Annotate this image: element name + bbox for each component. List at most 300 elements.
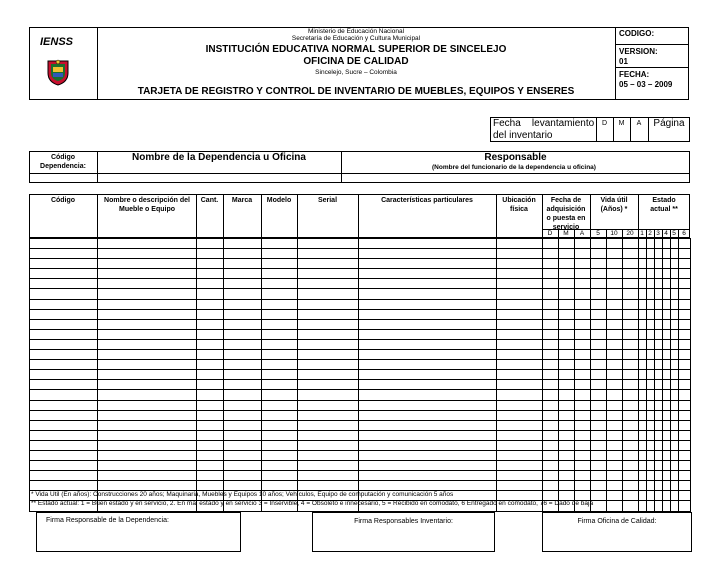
table-cell[interactable] <box>359 299 497 309</box>
table-cell[interactable] <box>639 269 647 279</box>
table-cell[interactable] <box>224 350 262 360</box>
table-cell[interactable] <box>497 339 543 349</box>
table-cell[interactable] <box>671 279 679 289</box>
table-cell[interactable] <box>298 239 359 249</box>
table-cell[interactable] <box>591 481 607 491</box>
table-cell[interactable] <box>647 400 655 410</box>
table-cell[interactable] <box>359 370 497 380</box>
table-cell[interactable] <box>197 440 224 450</box>
table-cell[interactable] <box>197 309 224 319</box>
table-cell[interactable] <box>224 249 262 259</box>
table-cell[interactable] <box>298 410 359 420</box>
table-cell[interactable] <box>591 350 607 360</box>
table-cell[interactable] <box>655 239 663 249</box>
table-cell[interactable] <box>575 420 591 430</box>
table-cell[interactable] <box>30 390 98 400</box>
table-cell[interactable] <box>559 390 575 400</box>
table-cell[interactable] <box>298 420 359 430</box>
table-cell[interactable] <box>663 269 671 279</box>
table-cell[interactable] <box>359 420 497 430</box>
dependency-name-field[interactable] <box>98 174 340 182</box>
table-cell[interactable] <box>224 319 262 329</box>
table-cell[interactable] <box>30 360 98 370</box>
table-cell[interactable] <box>607 430 623 440</box>
table-cell[interactable] <box>559 279 575 289</box>
table-cell[interactable] <box>497 269 543 279</box>
table-cell[interactable] <box>30 279 98 289</box>
table-cell[interactable] <box>639 259 647 269</box>
table-cell[interactable] <box>497 420 543 430</box>
table-cell[interactable] <box>607 259 623 269</box>
table-cell[interactable] <box>575 309 591 319</box>
table-cell[interactable] <box>591 440 607 450</box>
table-cell[interactable] <box>30 239 98 249</box>
table-cell[interactable] <box>679 259 691 269</box>
table-cell[interactable] <box>663 309 671 319</box>
table-cell[interactable] <box>575 329 591 339</box>
table-cell[interactable] <box>543 350 559 360</box>
table-cell[interactable] <box>359 390 497 400</box>
table-cell[interactable] <box>224 471 262 481</box>
table-cell[interactable] <box>575 299 591 309</box>
table-cell[interactable] <box>30 440 98 450</box>
table-cell[interactable] <box>623 440 639 450</box>
table-cell[interactable] <box>623 430 639 440</box>
table-cell[interactable] <box>639 319 647 329</box>
table-cell[interactable] <box>197 279 224 289</box>
table-cell[interactable] <box>639 360 647 370</box>
table-cell[interactable] <box>679 309 691 319</box>
table-cell[interactable] <box>607 400 623 410</box>
table-cell[interactable] <box>30 259 98 269</box>
table-cell[interactable] <box>197 400 224 410</box>
table-cell[interactable] <box>298 461 359 471</box>
table-cell[interactable] <box>679 450 691 460</box>
table-cell[interactable] <box>30 461 98 471</box>
table-cell[interactable] <box>559 339 575 349</box>
table-cell[interactable] <box>497 430 543 440</box>
table-cell[interactable] <box>647 309 655 319</box>
dependency-code-field[interactable] <box>30 174 96 182</box>
table-cell[interactable] <box>298 289 359 299</box>
table-cell[interactable] <box>30 380 98 390</box>
table-cell[interactable] <box>679 279 691 289</box>
table-cell[interactable] <box>559 471 575 481</box>
table-cell[interactable] <box>607 319 623 329</box>
table-cell[interactable] <box>197 430 224 440</box>
table-cell[interactable] <box>543 299 559 309</box>
table-cell[interactable] <box>655 481 663 491</box>
table-cell[interactable] <box>30 450 98 460</box>
table-cell[interactable] <box>623 279 639 289</box>
table-cell[interactable] <box>543 481 559 491</box>
table-cell[interactable] <box>591 380 607 390</box>
table-cell[interactable] <box>497 279 543 289</box>
table-cell[interactable] <box>591 430 607 440</box>
table-cell[interactable] <box>671 269 679 279</box>
table-cell[interactable] <box>30 339 98 349</box>
table-cell[interactable] <box>359 329 497 339</box>
table-cell[interactable] <box>224 259 262 269</box>
table-cell[interactable] <box>655 390 663 400</box>
table-cell[interactable] <box>262 269 298 279</box>
table-cell[interactable] <box>647 471 655 481</box>
table-cell[interactable] <box>663 360 671 370</box>
table-cell[interactable] <box>647 360 655 370</box>
table-cell[interactable] <box>497 481 543 491</box>
table-cell[interactable] <box>663 400 671 410</box>
table-cell[interactable] <box>262 289 298 299</box>
table-cell[interactable] <box>262 471 298 481</box>
table-cell[interactable] <box>262 299 298 309</box>
table-cell[interactable] <box>623 299 639 309</box>
table-cell[interactable] <box>497 299 543 309</box>
table-cell[interactable] <box>262 350 298 360</box>
table-cell[interactable] <box>497 249 543 259</box>
table-cell[interactable] <box>262 249 298 259</box>
table-cell[interactable] <box>359 289 497 299</box>
table-cell[interactable] <box>30 329 98 339</box>
table-cell[interactable] <box>591 289 607 299</box>
table-cell[interactable] <box>647 370 655 380</box>
table-cell[interactable] <box>497 350 543 360</box>
table-cell[interactable] <box>623 360 639 370</box>
table-cell[interactable] <box>497 390 543 400</box>
table-cell[interactable] <box>262 410 298 420</box>
table-cell[interactable] <box>607 350 623 360</box>
table-cell[interactable] <box>623 450 639 460</box>
table-cell[interactable] <box>98 289 197 299</box>
table-cell[interactable] <box>623 289 639 299</box>
table-cell[interactable] <box>497 329 543 339</box>
table-cell[interactable] <box>655 400 663 410</box>
table-cell[interactable] <box>298 440 359 450</box>
table-cell[interactable] <box>655 259 663 269</box>
table-cell[interactable] <box>497 461 543 471</box>
table-cell[interactable] <box>623 339 639 349</box>
table-cell[interactable] <box>543 390 559 400</box>
table-cell[interactable] <box>663 420 671 430</box>
table-cell[interactable] <box>639 400 647 410</box>
table-cell[interactable] <box>639 471 647 481</box>
table-cell[interactable] <box>647 339 655 349</box>
table-cell[interactable] <box>262 380 298 390</box>
table-cell[interactable] <box>647 299 655 309</box>
table-cell[interactable] <box>359 360 497 370</box>
table-cell[interactable] <box>30 299 98 309</box>
table-cell[interactable] <box>679 430 691 440</box>
table-cell[interactable] <box>197 461 224 471</box>
table-cell[interactable] <box>30 269 98 279</box>
table-cell[interactable] <box>559 360 575 370</box>
table-cell[interactable] <box>559 481 575 491</box>
table-cell[interactable] <box>543 239 559 249</box>
table-cell[interactable] <box>543 289 559 299</box>
table-cell[interactable] <box>655 339 663 349</box>
table-cell[interactable] <box>623 259 639 269</box>
table-cell[interactable] <box>639 249 647 259</box>
table-cell[interactable] <box>591 461 607 471</box>
table-cell[interactable] <box>663 299 671 309</box>
table-cell[interactable] <box>575 400 591 410</box>
table-cell[interactable] <box>607 440 623 450</box>
table-cell[interactable] <box>197 420 224 430</box>
table-cell[interactable] <box>607 289 623 299</box>
table-cell[interactable] <box>663 450 671 460</box>
table-cell[interactable] <box>575 471 591 481</box>
table-cell[interactable] <box>30 410 98 420</box>
table-cell[interactable] <box>647 259 655 269</box>
table-cell[interactable] <box>575 339 591 349</box>
table-cell[interactable] <box>559 299 575 309</box>
table-cell[interactable] <box>575 450 591 460</box>
table-cell[interactable] <box>575 269 591 279</box>
table-cell[interactable] <box>262 339 298 349</box>
table-cell[interactable] <box>359 440 497 450</box>
table-cell[interactable] <box>639 309 647 319</box>
table-cell[interactable] <box>497 440 543 450</box>
table-cell[interactable] <box>224 339 262 349</box>
table-cell[interactable] <box>591 239 607 249</box>
table-cell[interactable] <box>663 339 671 349</box>
table-cell[interactable] <box>197 299 224 309</box>
table-cell[interactable] <box>575 319 591 329</box>
table-cell[interactable] <box>197 259 224 269</box>
table-cell[interactable] <box>98 410 197 420</box>
table-cell[interactable] <box>224 400 262 410</box>
table-cell[interactable] <box>543 249 559 259</box>
table-cell[interactable] <box>639 380 647 390</box>
table-cell[interactable] <box>543 410 559 420</box>
table-cell[interactable] <box>262 360 298 370</box>
table-cell[interactable] <box>559 319 575 329</box>
table-cell[interactable] <box>671 319 679 329</box>
table-cell[interactable] <box>543 430 559 440</box>
table-cell[interactable] <box>655 430 663 440</box>
table-cell[interactable] <box>359 450 497 460</box>
table-cell[interactable] <box>98 319 197 329</box>
table-cell[interactable] <box>197 239 224 249</box>
table-cell[interactable] <box>671 440 679 450</box>
table-cell[interactable] <box>262 259 298 269</box>
table-cell[interactable] <box>591 360 607 370</box>
table-cell[interactable] <box>559 380 575 390</box>
table-cell[interactable] <box>607 309 623 319</box>
table-cell[interactable] <box>671 350 679 360</box>
table-cell[interactable] <box>663 471 671 481</box>
table-cell[interactable] <box>671 481 679 491</box>
table-cell[interactable] <box>298 299 359 309</box>
table-cell[interactable] <box>607 329 623 339</box>
table-cell[interactable] <box>607 420 623 430</box>
table-cell[interactable] <box>298 309 359 319</box>
table-cell[interactable] <box>359 339 497 349</box>
table-cell[interactable] <box>663 370 671 380</box>
table-cell[interactable] <box>679 239 691 249</box>
table-cell[interactable] <box>298 329 359 339</box>
table-cell[interactable] <box>655 370 663 380</box>
table-cell[interactable] <box>559 259 575 269</box>
table-cell[interactable] <box>224 269 262 279</box>
table-cell[interactable] <box>655 269 663 279</box>
table-cell[interactable] <box>591 420 607 430</box>
table-cell[interactable] <box>607 471 623 481</box>
table-cell[interactable] <box>679 370 691 380</box>
table-cell[interactable] <box>663 430 671 440</box>
table-cell[interactable] <box>575 249 591 259</box>
table-cell[interactable] <box>543 339 559 349</box>
table-cell[interactable] <box>671 380 679 390</box>
table-cell[interactable] <box>262 239 298 249</box>
table-cell[interactable] <box>262 390 298 400</box>
table-cell[interactable] <box>197 450 224 460</box>
table-cell[interactable] <box>639 450 647 460</box>
table-cell[interactable] <box>655 279 663 289</box>
table-cell[interactable] <box>359 319 497 329</box>
table-cell[interactable] <box>679 461 691 471</box>
table-cell[interactable] <box>30 249 98 259</box>
table-cell[interactable] <box>98 309 197 319</box>
table-cell[interactable] <box>655 360 663 370</box>
table-cell[interactable] <box>262 279 298 289</box>
table-cell[interactable] <box>497 410 543 420</box>
table-cell[interactable] <box>663 461 671 471</box>
table-cell[interactable] <box>639 420 647 430</box>
table-cell[interactable] <box>98 329 197 339</box>
table-cell[interactable] <box>671 239 679 249</box>
table-cell[interactable] <box>224 461 262 471</box>
table-cell[interactable] <box>655 319 663 329</box>
table-cell[interactable] <box>655 450 663 460</box>
table-cell[interactable] <box>639 390 647 400</box>
table-cell[interactable] <box>298 350 359 360</box>
table-cell[interactable] <box>591 259 607 269</box>
table-cell[interactable] <box>30 430 98 440</box>
table-cell[interactable] <box>197 360 224 370</box>
table-cell[interactable] <box>655 329 663 339</box>
table-cell[interactable] <box>679 289 691 299</box>
table-cell[interactable] <box>224 410 262 420</box>
table-cell[interactable] <box>647 461 655 471</box>
table-cell[interactable] <box>575 259 591 269</box>
table-cell[interactable] <box>655 380 663 390</box>
table-cell[interactable] <box>559 239 575 249</box>
table-cell[interactable] <box>197 350 224 360</box>
table-cell[interactable] <box>671 390 679 400</box>
table-cell[interactable] <box>30 319 98 329</box>
table-cell[interactable] <box>98 339 197 349</box>
table-cell[interactable] <box>543 309 559 319</box>
table-cell[interactable] <box>647 289 655 299</box>
table-cell[interactable] <box>30 350 98 360</box>
table-cell[interactable] <box>197 289 224 299</box>
table-cell[interactable] <box>98 440 197 450</box>
table-cell[interactable] <box>639 339 647 349</box>
table-cell[interactable] <box>559 400 575 410</box>
table-cell[interactable] <box>623 350 639 360</box>
table-cell[interactable] <box>663 350 671 360</box>
table-cell[interactable] <box>671 461 679 471</box>
table-cell[interactable] <box>671 410 679 420</box>
table-cell[interactable] <box>647 350 655 360</box>
table-cell[interactable] <box>679 420 691 430</box>
table-cell[interactable] <box>98 239 197 249</box>
table-cell[interactable] <box>559 430 575 440</box>
table-cell[interactable] <box>224 440 262 450</box>
table-cell[interactable] <box>671 450 679 460</box>
table-cell[interactable] <box>623 319 639 329</box>
table-cell[interactable] <box>671 339 679 349</box>
table-cell[interactable] <box>671 471 679 481</box>
table-cell[interactable] <box>647 440 655 450</box>
table-cell[interactable] <box>623 329 639 339</box>
table-cell[interactable] <box>559 410 575 420</box>
table-cell[interactable] <box>647 279 655 289</box>
table-cell[interactable] <box>679 440 691 450</box>
table-cell[interactable] <box>671 249 679 259</box>
table-cell[interactable] <box>591 471 607 481</box>
table-cell[interactable] <box>197 269 224 279</box>
table-cell[interactable] <box>359 461 497 471</box>
table-cell[interactable] <box>639 299 647 309</box>
table-cell[interactable] <box>30 370 98 380</box>
table-cell[interactable] <box>591 299 607 309</box>
table-cell[interactable] <box>655 299 663 309</box>
table-cell[interactable] <box>359 309 497 319</box>
table-cell[interactable] <box>224 380 262 390</box>
table-cell[interactable] <box>543 461 559 471</box>
table-cell[interactable] <box>298 400 359 410</box>
table-cell[interactable] <box>197 370 224 380</box>
table-cell[interactable] <box>497 309 543 319</box>
table-cell[interactable] <box>30 309 98 319</box>
table-cell[interactable] <box>607 360 623 370</box>
table-cell[interactable] <box>623 471 639 481</box>
table-cell[interactable] <box>679 350 691 360</box>
table-cell[interactable] <box>497 380 543 390</box>
table-cell[interactable] <box>559 269 575 279</box>
table-cell[interactable] <box>298 360 359 370</box>
table-cell[interactable] <box>639 461 647 471</box>
table-cell[interactable] <box>359 410 497 420</box>
table-cell[interactable] <box>679 380 691 390</box>
table-cell[interactable] <box>543 471 559 481</box>
table-cell[interactable] <box>98 279 197 289</box>
table-cell[interactable] <box>639 350 647 360</box>
table-cell[interactable] <box>262 450 298 460</box>
table-cell[interactable] <box>497 471 543 481</box>
table-cell[interactable] <box>607 410 623 420</box>
table-cell[interactable] <box>647 481 655 491</box>
table-cell[interactable] <box>647 420 655 430</box>
table-cell[interactable] <box>671 309 679 319</box>
table-cell[interactable] <box>98 400 197 410</box>
table-cell[interactable] <box>559 289 575 299</box>
table-cell[interactable] <box>663 239 671 249</box>
table-cell[interactable] <box>655 249 663 259</box>
table-cell[interactable] <box>591 450 607 460</box>
table-cell[interactable] <box>98 370 197 380</box>
table-cell[interactable] <box>298 430 359 440</box>
table-cell[interactable] <box>575 370 591 380</box>
table-cell[interactable] <box>591 319 607 329</box>
table-cell[interactable] <box>575 360 591 370</box>
table-cell[interactable] <box>679 400 691 410</box>
table-cell[interactable] <box>639 239 647 249</box>
table-cell[interactable] <box>639 370 647 380</box>
table-cell[interactable] <box>224 420 262 430</box>
table-cell[interactable] <box>298 450 359 460</box>
